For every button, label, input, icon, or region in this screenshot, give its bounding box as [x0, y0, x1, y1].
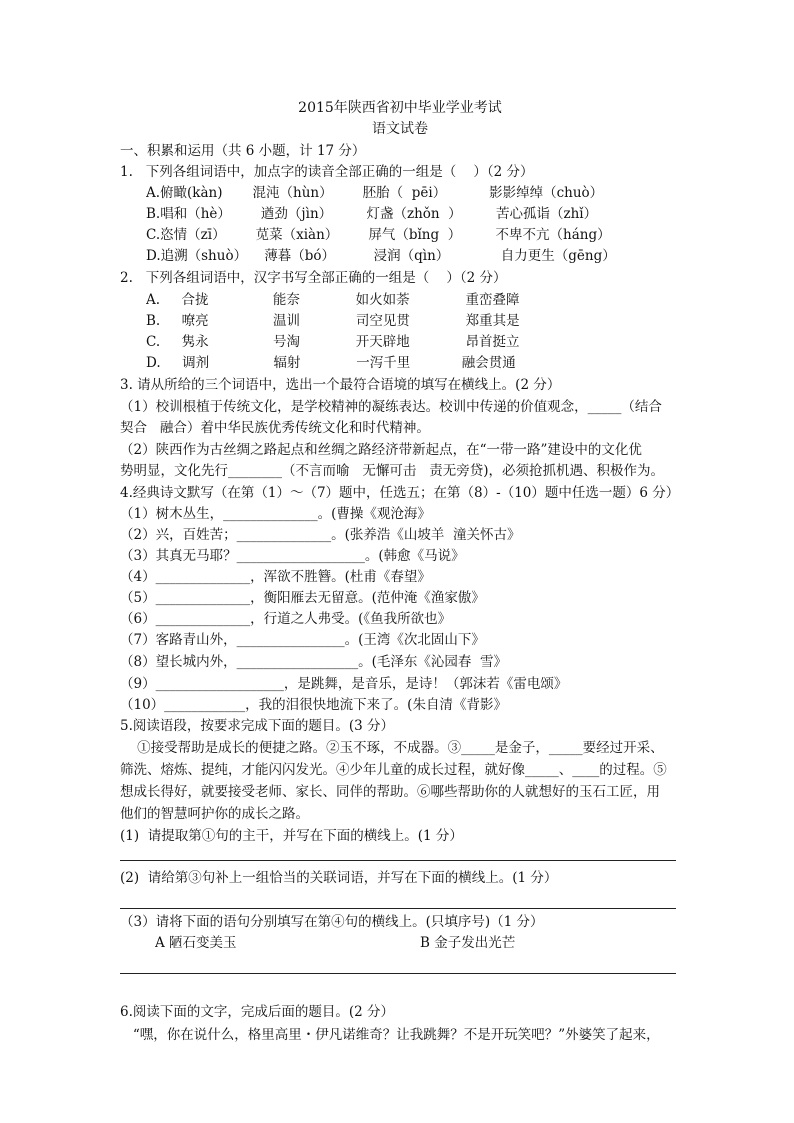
q2-option-c: C. 隽永 号淘 开天辟地 昂首挺立: [146, 334, 520, 350]
answer-line-3[interactable]: [120, 973, 676, 974]
q4-item: （6）______________，行道之人弗受。(《鱼我所欲也》: [120, 611, 452, 627]
q4-item: （8）望长城内外，__________________。(毛泽东《沁园春 雪》: [120, 654, 507, 670]
q5-stem: 5.阅读语段，按要求完成下面的题目。(3 分）: [120, 718, 395, 734]
answer-line-2[interactable]: [120, 908, 676, 909]
q4-item: （5）______________，衡阳雁去无留意。(范仲淹《渔家傲》: [120, 590, 485, 606]
exam-subtitle: 语文试卷: [372, 121, 428, 137]
q6-stem: 6.阅读下面的文字，完成后面的题目。(2 分）: [120, 1004, 395, 1020]
q1-option-a: A.俯瞰(kàn) 混沌（hùn） 胚胎（ pēi） 影影绰绰（chuò）: [146, 185, 604, 201]
q5-option-a: A 陋石变美玉: [155, 935, 237, 951]
q4-item: （4）______________，浑欲不胜簪。(杜甫《春望》: [120, 569, 431, 585]
q1-option-c: C.恣情（zī） 苋菜（xiàn） 屏气（bǐng ） 不卑不亢（háng）: [146, 227, 611, 243]
q4-stem: 4.经典诗文默写（在第（1）～（7）题中，任选五；在第（8）-（10）题中任选一题）6 分）: [120, 485, 680, 501]
q1-option-b: B.唱和（hè） 遒劲（jìn） 灯盏（zhǒn ） 苦心孤诣（zhǐ）: [146, 206, 598, 222]
q2-stem: 2. 下列各组词语中，汉字书写全部正确的一组是（ ）（2 分）: [120, 270, 507, 286]
section-heading: 一、积累和运用（共 6 小题，计 17 分）: [120, 143, 366, 159]
q4-item: （3）其真无马耶？___________________。(韩愈《马说》: [120, 548, 465, 564]
q5-sub3: （3）请将下面的语句分别填写在第④句的横线上。(只填序号)（1 分）: [120, 914, 544, 930]
answer-line-1[interactable]: [120, 860, 676, 861]
q6-passage-line: “嘿，你在说什么，格里高里・伊凡诺维奇？让我跳舞？不是开玩笑吧？”外婆笑了起来，: [120, 1027, 660, 1043]
q5-sub2: (2) 请给第③句补上一组恰当的关联词语，并写在下面的横线上。(1 分）: [120, 870, 558, 886]
exam-title: 2015年陕西省初中毕业学业考试: [298, 100, 502, 116]
q4-item: （1）树木丛生，______________。(曹操《观沧海》: [120, 506, 431, 522]
q5-sub1: (1) 请提取第①句的主干，并写在下面的横线上。(1 分）: [120, 828, 463, 844]
q5-passage-line: 想成长得好，就要接受老师、家长、同伴的帮助。⑥哪些帮助你的人就想好的玉石工匠，用: [120, 784, 660, 800]
q5-passage-line: 他们的智慧呵护你的成长之路。: [120, 806, 309, 822]
q3-part1-line2: 契合 融合）着中华民族优秀传统文化和时代精神。: [120, 420, 430, 436]
q5-option-b: B 金子发出光芒: [420, 935, 516, 951]
q5-passage-line: 筛洗、熔炼、提纯，才能闪闪发光。④少年儿童的成长过程，就好像_____、____的过程。⑤: [120, 762, 667, 778]
q3-stem: 3. 请从所给的三个词语中，选出一个最符合语境的填写在横线上。(2 分）: [120, 377, 561, 393]
q2-option-d: D. 调剂 辐射 一泻千里 融会贯通: [146, 355, 516, 371]
q4-item: （7）客路青山外，________________。(王湾《次北固山下》: [120, 632, 485, 648]
q3-part2-line2: 势明显，文化先行________（不言而喻 无懈可击 责无旁贷)，必须抢抓机遇、积极作为。: [120, 463, 665, 479]
q3-part2-line1: （2）陕西作为古丝绸之路起点和丝绸之路经济带新起点，在“一带一路”建设中的文化优: [120, 442, 642, 458]
q2-option-b: B. 嘹亮 温训 司空见贯 郑重其是: [146, 313, 520, 329]
q4-item: （10）____________，我的泪很快地流下来了。(朱自清《背影》: [120, 697, 507, 713]
q4-item: （9）___________________，是跳舞，是音乐，是诗！（郭沫若《雷电颂》: [120, 676, 568, 692]
q1-stem: 1. 下列各组词语中，加点字的读音全部正确的一组是（ ）（2 分）: [120, 164, 534, 180]
q2-option-a: A. 合拢 能奈 如火如荼 重峦叠障: [146, 292, 520, 308]
q4-item: （2）兴，百姓苦；______________。(张养浩《山坡羊 潼关怀古》: [120, 527, 521, 543]
q1-option-d: D.追溯（shuò） 薄暮（bó） 浸润（qìn） 自力更生（gēng）: [146, 248, 616, 264]
q3-part1-line1: （1）校训根植于传统文化，是学校精神的凝练表达。校训中传递的价值观念，_____（结合: [120, 399, 662, 415]
q5-passage-line: ①接受帮助是成长的便捷之路。②玉不琢，不成器。③_____是金子，_____要经过开采、: [120, 740, 664, 756]
